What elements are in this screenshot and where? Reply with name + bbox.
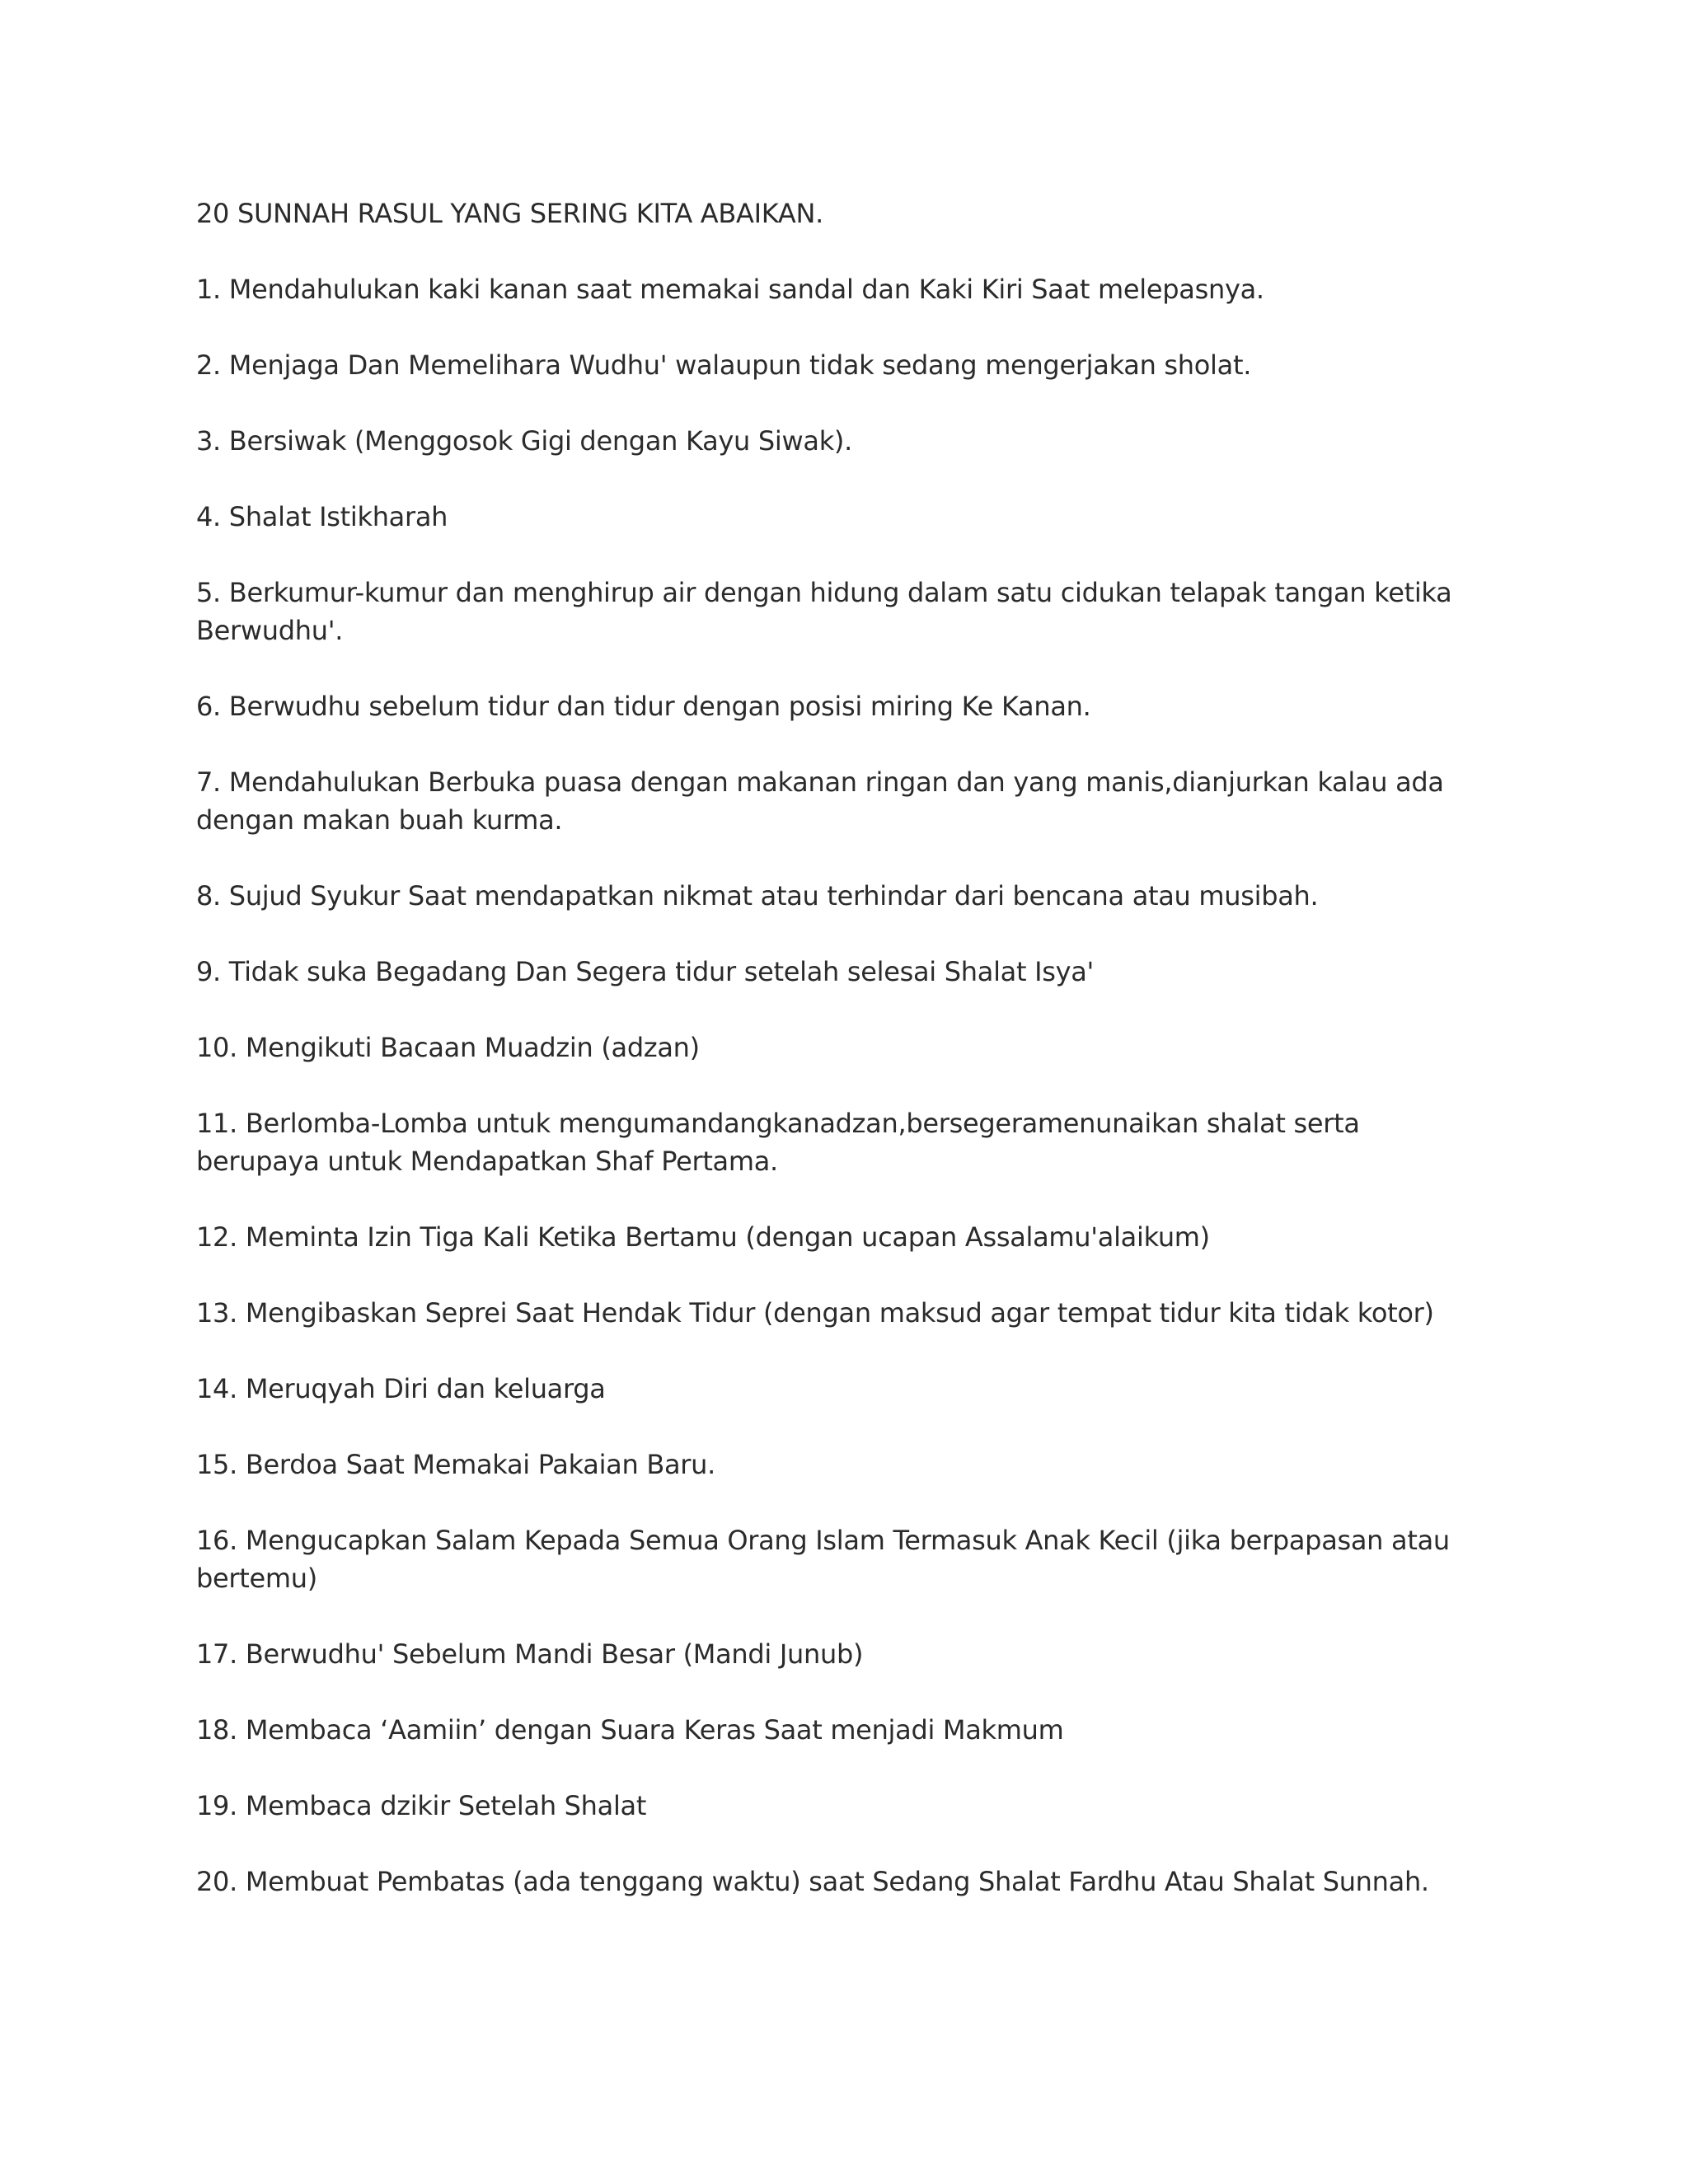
- document-title: 20 SUNNAH RASUL YANG SERING KITA ABAIKAN.: [196, 198, 823, 229]
- list-item-15: 15. Berdoa Saat Memakai Pakaian Baru.: [196, 1449, 716, 1480]
- list-item-20: 20. Membuat Pembatas (ada tenggang waktu) saat Sedang Shalat Fardhu Atau Shalat Sunnah.: [196, 1866, 1429, 1897]
- list-item-13: 13. Mengibaskan Seprei Saat Hendak Tidur (dengan maksud agar tempat tidur kita tidak kotor): [196, 1297, 1434, 1329]
- list-item-16: 16. Mengucapkan Salam Kepada Semua Orang Islam Termasuk Anak Kecil (jika berpapasan atau bertemu): [196, 1525, 1450, 1594]
- list-item-3: 3. Bersiwak (Menggosok Gigi dengan Kayu Siwak).: [196, 425, 852, 457]
- list-item-11: 11. Berlomba-Lomba untuk mengumandangkanadzan,bersegeramenunaikan shalat serta berupaya untuk Mendapatkan Shaf Pertama.: [196, 1108, 1360, 1177]
- list-item-12: 12. Meminta Izin Tiga Kali Ketika Bertamu (dengan ucapan Assalamu'alaikum): [196, 1221, 1210, 1253]
- list-item-14: 14. Meruqyah Diri dan keluarga: [196, 1373, 606, 1404]
- list-item-9: 9. Tidak suka Begadang Dan Segera tidur setelah selesai Shalat Isya': [196, 956, 1095, 987]
- list-item-6: 6. Berwudhu sebelum tidur dan tidur dengan posisi miring Ke Kanan.: [196, 691, 1091, 722]
- list-item-8: 8. Sujud Syukur Saat mendapatkan nikmat atau terhindar dari bencana atau musibah.: [196, 880, 1319, 912]
- list-item-10: 10. Mengikuti Bacaan Muadzin (adzan): [196, 1032, 700, 1063]
- list-item-18: 18. Membaca ‘Aamiin’ dengan Suara Keras Saat menjadi Makmum: [196, 1714, 1064, 1746]
- sunnah-list: [196, 270, 1482, 1900]
- list-item-7: 7. Mendahulukan Berbuka puasa dengan makanan ringan dan yang manis,dianjurkan kalau ada dengan makan buah kurma.: [196, 766, 1444, 836]
- list-item-2: 2. Menjaga Dan Memelihara Wudhu' walaupun tidak sedang mengerjakan sholat.: [196, 349, 1252, 381]
- list-item-17: 17. Berwudhu' Sebelum Mandi Besar (Mandi Junub): [196, 1638, 864, 1670]
- list-item-5: 5. Berkumur-kumur dan menghirup air dengan hidung dalam satu cidukan telapak tangan ketika Berwudhu'.: [196, 577, 1452, 646]
- document-content: [196, 194, 1482, 1938]
- list-item-1: 1. Mendahulukan kaki kanan saat memakai sandal dan Kaki Kiri Saat melepasnya.: [196, 274, 1264, 305]
- list-item-4: 4. Shalat Istikharah: [196, 501, 448, 532]
- list-item-19: 19. Membaca dzikir Setelah Shalat: [196, 1790, 647, 1821]
